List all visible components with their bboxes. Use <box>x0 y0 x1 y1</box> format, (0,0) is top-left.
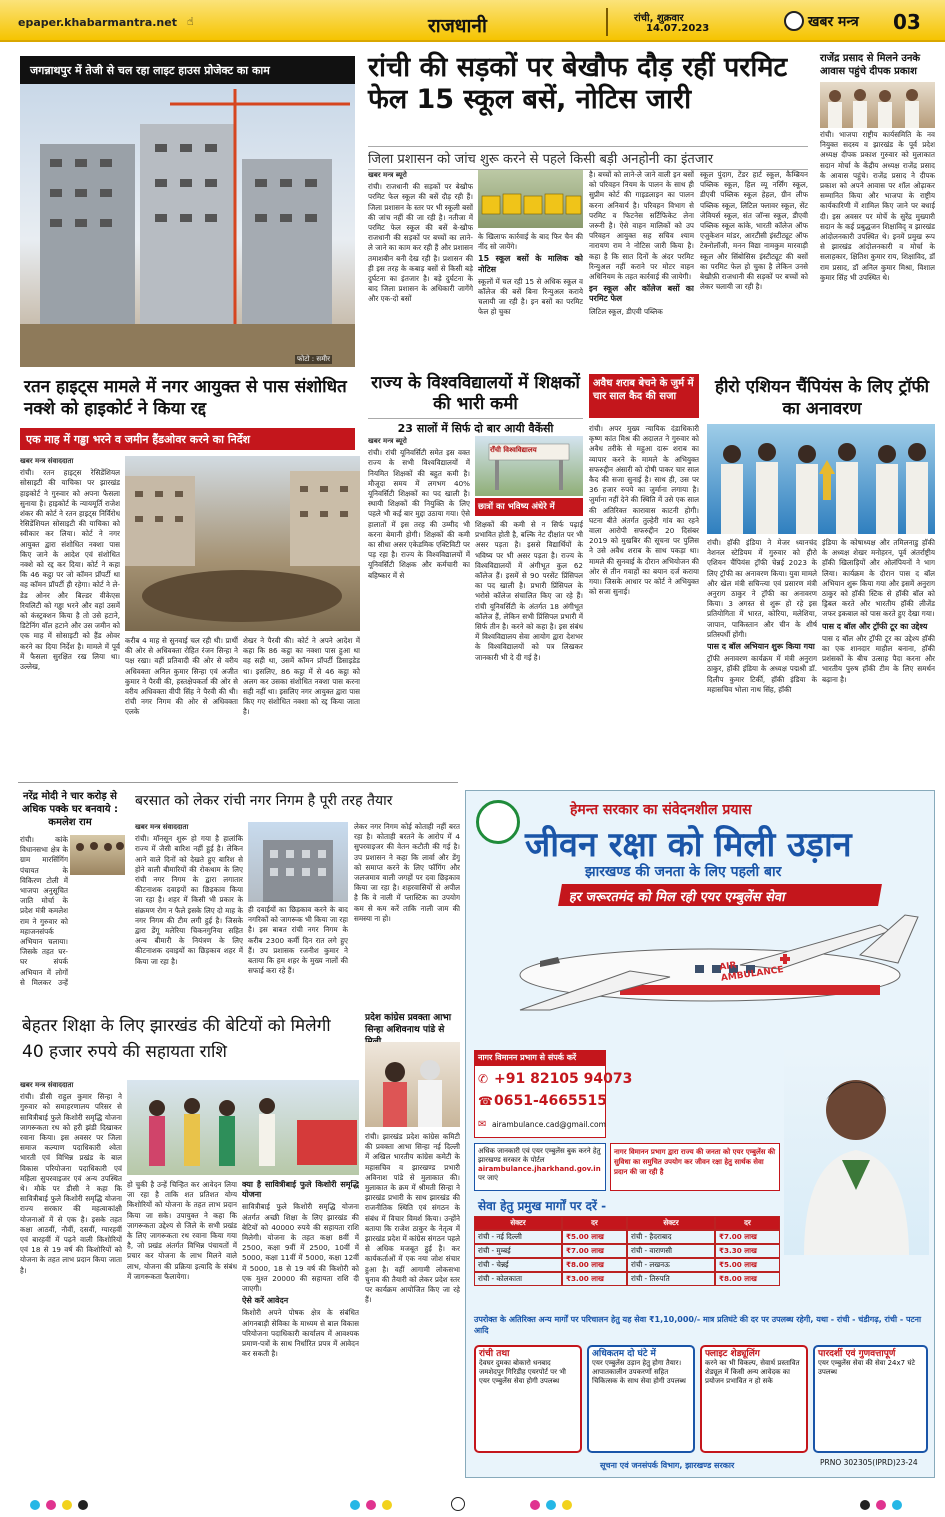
beti-col-3: क्या है सावित्रीबाई फुले किशोरी समृद्धि योजना सावित्रीबाई फुले किशोरी समृद्धि योजना अंतर्गत अच्छी शिक्षा के लिए झारखंड की बेटियों को 40000 रुपये की सहायता राशि मिलेगी। योजना के तहत कक्षा 8वीं में 2500, कक्षा 9वीं में 2500, 10वीं में 5000, कक्षा 11वीं में 5000, कक्षा 12वीं में 5000, 18 से 19 वर्ष की किशोरी को एक मुश्त 20000 की सहायता राशि दी जाएगी। ऐसे करें आवेदन किशोरी अपने पोषक क्षेत्र के संबंधित आंगनबाड़ी सेविका के माध्यम से बाल विकास परियोजना पदाधिकारी कार्यालय में आवश्यक प्रमाण-पत्रों के साथ निर्धारित प्रपत्र में आवेदन कर सकती है। <box>242 1180 359 1359</box>
congress-photo <box>365 1042 460 1127</box>
hero-col-2: इंडिया के कोषाध्यक्ष और तमिलनाडु हॉकी के अध्यक्ष शेखर मनोहरन, पूर्व अंतर्राष्ट्रीय हॉकी खिलाड़ियों और ओलंपियनों ने भाग लिया। कार्यक्रम के दौरान पास द बॉल अभियान शुरू किया गया और इसमें अनुराग ठाकुर को हॉकी स्टिक से हॉकी बॉल को ड्रिबल करते और भारतीय हॉकी लीजेंड जफर इकबाल को पास करते हुए देखा गया। पास द बॉल और ट्रॉफी टूर का उद्देश्य पास द बॉल और ट्रॉफी टूर का उद्देश्य हॉकी का एक शानदार माहौल बनाना, हॉकी प्रशंसकों के बीच उत्साह पैदा करना और भारतीय पुरुष हॉकी टीम के लिए समर्थन बढ़ाना है। <box>822 538 935 684</box>
univ-sign: राँची विश्वविद्यालय <box>490 446 537 454</box>
hero-photo <box>707 424 935 534</box>
registration-crosshair-icon <box>451 1497 465 1511</box>
route-cell: रांची - लखनऊ <box>627 1258 715 1272</box>
phone-2[interactable]: 0651-4665515 <box>494 1093 607 1109</box>
reg-dot-yellow <box>62 1500 72 1510</box>
route-cell: रांची - वाराणसी <box>627 1244 715 1258</box>
beti-headline: बेहतर शिक्षा के लिए झारखंड की बेटियों को मिलेगी 40 हजार रुपये की सहायता राशि <box>22 1016 331 1062</box>
table-row <box>474 1244 780 1258</box>
ratan-headline: रतन हाइट्स मामले में नगर आयुक्त से पास संशोधित नक्शे को हाइकोर्ट ने किया रद्द <box>24 377 347 419</box>
buses-subhead-list: इन स्कूल और कॉलेज बसों का परमिट फेल <box>589 284 694 304</box>
buses-subhead: जिला प्रशासन को जांच शुरू करने से पहले किसी बड़ी अनहोनी का इंतजार <box>368 146 808 170</box>
building-illustration <box>20 84 355 367</box>
rates-col-sector-2: सेक्टर <box>627 1216 715 1230</box>
rate-cell: ₹7.00 लाख <box>562 1244 627 1258</box>
rate-cell: ₹8.00 लाख <box>562 1258 627 1272</box>
reg-dot-magenta <box>46 1500 56 1510</box>
congress-body: रांची। झारखंड प्रदेश कांग्रेस कमिटी की प्रवक्ता आभा सिन्हा नई दिल्ली में अखिल भारतीय कांग्रेस कमेटी के महासचिव व झारखण्ड प्रभारी अविनाश पांडे से मुलाकात की। मुलाकात के क्रम में श्रीमती सिन्हा ने झारखंड प्रभारी के साथ झारखंड की राजनीतिक स्थिति एवं संगठन के संबंध में विचार विमर्श किया। उन्होंने बताया कि राजेश ठाकुर के नेतृत्व में झारखंड प्रदेश में कांग्रेस संगठन पहले से अधिक मजबूत हुई है। कर कार्यकर्ताओं में एक नया जोश संचार हुआ है। वहीं आगामी लोकसभा चुनाव की तैयारी को लेकर प्रदेश स्तर पर कार्यक्रम आयोजित किए जा रहे हैं। <box>365 1132 460 1305</box>
rate-cell: ₹5.00 लाख <box>715 1258 780 1272</box>
ratan-col-3: शेखर ने पैरवी की। कोर्ट ने अपने आदेश में कहा कि 86 कट्ठा का नक्शा पास हुआ था वह सही था, उसमें कॉमन प्रॉपर्टी डिसाइडेड था। इसलिए, 86 कट्ठा में से 46 कट्ठा को अलग कर उसका संशोधित नक्शा पास करना सही नहीं था। इसलिए नगर आयुक्त द्वारा पास किए गए संशोधित नक्शा को रद्द किया जाता है। <box>243 636 360 717</box>
table-row <box>474 1272 780 1286</box>
deepak-body: रांची। भाजपा राष्ट्रीय कार्यसमिति के नव नियुक्त सदस्य व झारखंड के पूर्व प्रदेश अध्यक्ष दीपक प्रकाश गुरुवार को मुलाकात सदान मोर्चा के केंद्रीय अध्यक्ष राजेंद्र प्रसाद के आवास पहुंचे। राजेंद्र प्रसाद ने दीपक प्रकाश को अपने आवास पर शॉल ओढ़ाकर सम्मानित किया और भाजपा के राष्ट्रीय कार्यकारिणी में शामिल किए जाने पर बधाई दी। इस अवसर पर मोर्चे के सुरेंद्र मुख्यारी सदान के कई प्रबुद्धजन शिक्षाविद् व झारखंड आंदोलनकारी उपस्थित थे। इनमें प्रमुख रूप से झारखंड आंदोलनकारी व मोर्चा के सलाहकार, क्षितिश कुमार राय, शिक्षाविद, डॉ राम प्रसाद, डॉ अनिल कुमार मिश्रा, विशाल कुमार सिंह भी उपस्थित थे। <box>820 130 935 282</box>
liquor-headline: अवैध शराब बेचने के जुर्म में चार साल कैद की सजा <box>589 374 699 418</box>
brand-logo-icon <box>784 11 804 31</box>
beti-subhead-1: क्या है सावित्रीबाई फुले किशोरी समृद्धि योजना <box>242 1180 359 1200</box>
buses-col-2: के खिलाफ कार्रवाई के बाद फिर चैन की नींद सो जायेंगे। 15 स्कूल बसों के मालिक को नोटिस स्कूलों में चल रही 15 से अधिक स्कूल व कॉलेज की बसें बिना रिन्युअल कराये चलायी जा रही है। इन बसों का परमिट फेल हो चुका <box>478 232 583 317</box>
info-box-two-hours <box>587 1345 695 1453</box>
lighthouse-photo <box>20 84 355 367</box>
buses-subhead-notice: 15 स्कूल बसों के मालिक को नोटिस <box>478 254 583 274</box>
univ-subhead: 23 सालों में सिर्फ दो बार आयी वैकेंसी <box>368 418 583 436</box>
beti-col-1: खबर मन्त्र संवाददाता रांची। डीसी राहुल कुमार सिन्हा ने गुरुवार को समाहरणालय परिसर से सावित्रीबाई फुले किशोरी समृद्धि योजना जागरूकता रथ को हरी झंडी दिखाकर रवाना किया। इस अवसर पर जिला समाज कल्याण पदाधिकारी श्वेता भारती एवं विभिन्न प्रखंड के बाल विकास परियोजना पदाधिकारी एवं महिला सुपरवाइजर एवं अन्य उपस्थित थे। मौके पर डीसी ने कहा कि सावित्रीबाई फुले किशोरी समृद्धि योजना राज्य सरकार की महत्वाकांक्षी योजनाओं में से एक है। इसके तहत कक्षा आठवीं, नौवीं, दसवीं, ग्यारहवीं एवं बारहवीं में पढ़ने वाली किशोरियों एवं 18 से 19 वर्ष की किशोरियों को योजना के तहत लाभ प्रदान किया जाता है। <box>20 1081 122 1275</box>
univ-strip: छात्रों का भविष्य अंधेरे में <box>475 498 583 516</box>
jharkhand-emblem-icon <box>476 800 520 844</box>
hero-col-1: रांची। हॉकी इंडिया ने मेजर ध्यानचंद नेशनल स्टेडियम में गुरुवार को हीरो एशियन चैंपियंस ट्रॉफी चेन्नई 2023 के लिए ट्रॉफी का अनावरण किया। युवा मामले और खेल मंत्री सचिन्त्या एवं प्रसारण मंत्री अनुराग ठाकुर ने ट्रॉफी का अनावरण किया। 3 अगस्त से शुरू हो रहे इस प्रतियोगिता में भारत, कोरिया, मलेशिया, जापान, पाकिस्तान और चीन के शीर्ष प्रतिस्पर्धी होंगी। पास द बॉल अभियान शुरू किया गया ट्रॉफी अनावरण कार्यक्रम में मंत्री अनुराग ठाकुर, हॉकी इंडिया के अध्यक्ष पद्मश्री डॉ. दिलीप कुमार टिर्की, हॉकी इंडिया के महासचिव भोला नाथ सिंह, हॉकी <box>707 538 817 694</box>
rates-col-sector-1: सेक्टर <box>474 1216 562 1230</box>
univ-photo <box>475 436 583 496</box>
reg-dot-cyan <box>350 1500 360 1510</box>
fine-print: उपरोक्त के अतिरिक्त अन्य मार्गों पर परिचालन हेतु यह सेवा ₹1,10,000/- मात्र प्रतिघंटे की दर पर उपलब्ध रहेगी, यथा - रांची - चंडीगढ़, रांची - पटना आदि <box>474 1315 922 1335</box>
mail-icon: ✉ <box>478 1119 487 1130</box>
box-body: करने का भी विकल्प, सेवार्थ प्रस्तावित शेड्यूल में किसी अन्य आवेदक का प्रयोजन प्रभावित न हो सके <box>705 1359 800 1385</box>
route-cell: रांची - हैदराबाद <box>627 1230 715 1244</box>
box-title: फ्लाइट शेड्यूलिंग <box>705 1349 760 1359</box>
ratan-col-1: खबर मन्त्र संवाददाता रांची। रतन हाइट्स रेसिडेंशियल सोसाइटी की याचिका पर झारखंड हाइकोर्ट ने गुरुवार को अपना फैसला सुनाया है। हाइकोर्ट के न्यायमूर्ति राजेश शंकर की कोर्ट ने रतन हाइट्स निर्विरोध रेसिडेंशियल सोसाइटी की याचिका को स्वीकार कर लिया। कोर्ट ने नगर आयुक्त द्वारा संशोधित नक्शा पास किए जाने के आदेश एवं संशोधित नक्शे को रद्द कर दिया। कोर्ट ने कहा कि 46 कट्ठा पर जो कॉमन प्रॉपर्टी था वह कॉमन प्रॉपर्टी ही रहेगा। कोर्ट ने ले-डेड ओनर और बिल्डर वीकेएस रियलिटी को गड्ढा भरने और वहां उसमें को कंस्ट्रक्शन किया है तो उसे हटाने, डिटेनिंग वॉल हटाने और उस जमीन को एक माह में सोसाइटी को हैंड ओवर करने का दिया निर्देश है। मामले में पूर्व में फैसला सुरक्षित रख लिया था। उल्लेख, <box>20 457 120 672</box>
box-body: देवघर दुमका बोकारो धनबाद जमशेदपुर गिरिडीह एयरपोर्ट पर भी एयर एम्बुलेंस सेवा होगी उपलब्ध <box>479 1359 566 1385</box>
reg-dot-cyan <box>30 1500 40 1510</box>
reg-dot-black <box>78 1500 88 1510</box>
rates-table <box>474 1216 780 1286</box>
ad-top-line: हेमन्त सरकार का संवेदनशील प्रयास <box>570 802 752 818</box>
deepak-photo <box>820 82 935 128</box>
univ-headline: राज्य के विश्वविद्यालयों में शिक्षकों की भारी कमी <box>371 373 580 414</box>
reg-dot-magenta <box>876 1500 886 1510</box>
info-box-transparent <box>813 1345 928 1453</box>
nagar-col-3: लेकर नगर निगम कोई कोताही नहीं बरत रहा है। कोताही बरतने के आरोप में 4 सुपरवाइजर की वेतन कटौती की गई है। उप प्रशासन ने कहा कि लार्वा और डेंगू को समाप्त करने के लिए फॉगिंग और जलजमाव वाली जगहों पर दवा छिड़काव किया जा रहा है। शहरवासियों से अपील है कि वे नाली में प्लास्टिक का उपयोग कम से कम करें ताकि नाली जाम की समस्या ना हो। <box>354 822 460 923</box>
box-title: अधिकतम दो घंटे में <box>592 1349 656 1359</box>
beti-col-2: हो चुकी है उन्हें चिन्हित कर आवेदन लिया जा रहा है ताकि शत प्रतिशत योग्य किशोरियों को योजना के तहत लाभ प्रदान किया जा सके। उपायुक्त ने कहा कि जागरूकता उद्देश्य से जिले के सभी प्रखंड के लिए जागरूकता रथ रवाना किया गया है, जो प्रखंड अंतर्गत विभिन्न पंचायतों में प्रचार कर योजना के लाभ मिलने वाले लाभ, योजना की प्रक्रिया इत्यादि के संबंध में जागरूकता फैलायेगा। <box>127 1180 237 1281</box>
reg-dot-magenta <box>530 1500 540 1510</box>
lighthouse-caption: जगन्नाथपुर में तेजी से चल रहा लाइट हाउस प्रोजेक्ट का काम <box>30 64 270 77</box>
plane-text: AIR AMBULANCE <box>718 960 785 984</box>
nagar-col-2: ही दवाईयों का छिड़काव करने के बाद नगरिकों को जागरूक भी किया जा रहा है। इस बाबत रांची नगर निगम के करीब 2300 कर्मी दिन रात लगे हुए हैं। उप प्रशासक रजनीश कुमार ने बताया कि हम शहर के मुख्य नालों की सफाई करा रहे हैं। <box>248 905 348 976</box>
contact-email[interactable]: airambulance.cad@gmail.com <box>492 1120 606 1129</box>
ratan-photo <box>125 456 360 631</box>
ratan-strip: एक माह में गड्ढा भरने व जमीन हैंडओवर करने का निर्देश <box>20 428 355 450</box>
liquor-body: रांची। अपर मुख्य न्यायिक दंडाधिकारी कृष्ण कांत मिश्र की अदालत ने गुरुवार को अवैध तरीके से महुआ दारू शराब का व्यापार करने के मामले के अभियुक्त सफरुद्दीन अंसारी को दोषी पाकर चार साल कैद की सजा सुनाई है। साथ ही, उस पर 36 हजार रुपये का जुर्माना लगाया है। जुर्माना नहीं देने की स्थिति में उसे एक साल की अतिरिक्त कारावास काटनी होगी। घटना बीते अंतर्गत तुल्हेरी गांव का रहने वाला आरोपी सफरुद्दीन 20 दिसंबर 2019 को मुखबिर की सूचना पर पुलिस ने उसे अवैध शराब के साथ पकड़ा था। मामले की सुनवाई के दौरान अभियोजन की ओर से तीन गवाहों का बयान दर्ज कराया गया। जिसके आधार पर कोर्ट ने अभियुक्त को सजा सुनाई। <box>589 424 699 597</box>
right-note: नागर विमानन प्रभाग द्वारा राज्य की जनता को एयर एम्बुलेंस की सुविधा का समुचित उपयोग कर जीवन रक्षा हेतु सार्थक सेवा प्रदान की जा रही है <box>610 1143 780 1191</box>
rate-cell: ₹3.30 लाख <box>715 1244 780 1258</box>
route-cell: रांची - तिरुपति <box>627 1272 715 1286</box>
info-box-airports <box>474 1345 582 1453</box>
buses-photo <box>478 170 583 228</box>
hero-subhead-1: पास द बॉल अभियान शुरू किया गया <box>707 642 815 652</box>
separator-mid <box>18 782 458 783</box>
portal-tail: पर जाएं <box>478 1174 498 1182</box>
modi-photo <box>70 835 125 875</box>
table-row <box>474 1230 780 1244</box>
reg-dot-magenta <box>366 1500 376 1510</box>
cursor-icon: ☝ <box>187 15 194 28</box>
beti-subhead-2: ऐसे करें आवेदन <box>242 1296 289 1306</box>
portal-text: अधिक जानकारी एवं एयर एम्बुलेंस बुक करने हेतु झारखण्ड सरकार के पोर्टल <box>478 1147 601 1164</box>
rate-cell: ₹7.00 लाख <box>715 1230 780 1244</box>
route-cell: रांची - कोलकाता <box>474 1272 562 1286</box>
box-title: पारदर्शी एवं गुणवत्तापूर्ण <box>818 1349 896 1359</box>
phone-1[interactable]: +91 82105 94073 <box>494 1071 633 1087</box>
phone-icon: ✆ <box>478 1072 489 1086</box>
ratan-col-2: करीब 4 माह से सुनवाई चल रही थी। प्रार्थी की ओर से अधिवक्ता रोहित रंजन सिन्हा ने पक्ष रखा। वहीं प्रतिवादी की ओर से वरीय अधिवक्ता अनिल कुमार सिन्हा एवं अजीत कुमार ने पैरवी की, हस्तक्षेपकर्ता की ओर से वरीय अधिवक्ता वीपी सिंह ने पैरवी की थी। रांची नगर निगम की ओर से अधिवक्ता एलके <box>125 636 238 717</box>
univ-col-2: शिक्षकों की कमी से न सिर्फ पढ़ाई प्रभावित होती है, बल्कि नेट दीक्षांत पर भी असर पड़ता है। इससे विद्यार्थियों के भविष्य पर भी असर पड़ता है। राज्य के विश्वविद्यालयों में अंगीभूत कुल 62 कॉलेज हैं। इसमें से 90 परसेंट प्रिंसिपल का पद खाली है। प्रभारी प्रिंसिपल के भरोसे कॉलेज संचालित किए जा रहे हैं। रांची यूनिवर्सिटी के अंतर्गत 18 अंगीभूत कॉलेज हैं, लेकिन सभी प्रिंसिपल प्रभारी में सिर्फ तीन है। करने को कहा है। इस संबंध में विश्वविद्यालय सेवा आयोग द्वारा देशभर के विश्वविद्यालयों को पत्र लिखकर जानकारी भी दे दी गई है। <box>475 520 583 662</box>
rates-col-rate-1: दर <box>562 1216 627 1230</box>
ad-prno: PRNO 302305(IPRD)23-24 <box>820 1458 918 1467</box>
site-url[interactable]: epaper.khabarmantra.net <box>18 16 177 29</box>
buses-headline: रांची की सड़कों पर बेखौफ दौड़ रहीं परमिट फेल 15 स्कूल बसें, नोटिस जारी <box>368 52 788 115</box>
route-cell: रांची - नई दिल्ली <box>474 1230 562 1244</box>
nagar-photo <box>248 822 348 902</box>
box-body: एयर एम्बुलेंस उड़ान हेतु होगा तैयार। आपातकालीन उपकरणों सहित चिकित्सक के साथ सेवा होगी उपलब्ध <box>592 1359 686 1385</box>
nagar-col-1: खबर मन्त्र संवाददाता रांची। मॉनसून शुरू हो गया है हालांकि राज्य में जैसी बारिश नहीं हुई है। लेकिन आने वाले दिनों को देखते हुए बारिश से होने वाली बीमारियों की रोकथाम के लिए रांची नगर निगम के द्वारा लगातार कीटनाशक दवाइयों का छिड़काव किया जा रहा है। शहर में किसी भी प्रकार के संक्रमण रोग न फैले इसके लिए दो माह के नगर निगम की टीम लगी हुई है। जिसके द्वारा डेंगू मलेरिया चिकनगुनिया सहित अन्य बीमारी के नियंत्रण के लिए कीटनाशक दवाइयों का छिड़काव शहर में किया जा रहा है। <box>135 823 243 966</box>
photo-credit: फोटो : समीर <box>297 355 330 363</box>
ad-banner: हर जरूरतमंद को मिल रही एयर एम्बुलेंस सेवा <box>558 884 882 906</box>
page-number: 03 <box>893 10 921 34</box>
box-body: एयर एम्बुलेंस सेवा की सेवा 24x7 घंटे उपलब्ध <box>818 1359 915 1376</box>
reg-dot-cyan <box>892 1500 902 1510</box>
buses-col-3: है। बच्चों को लाने-ले जाने वाली इन बसों को परिवहन नियम के पालन के साथ ही सुप्रीम कोर्ट की गाइडलाइन का पालन करना अनिवार्य है। परिवहन विभाग से परमिट व फिटनेस सर्टिफिकेट लेना जरूरी है। ऐसे वाहन मालिकों को उप परिवहन आयुक्त सह सचिव श्याम नारायण राम ने नोटिस जारी किया है। कहा है कि सात दिनों के अंदर परमिट रिन्युअल नहीं कराने पर मोटर वाहन अधिनियम के तहत कार्रवाई की जायेगी। इन स्कूल और कॉलेज बसों का परमिट फेल लिटिल स्कूल, डीएवी पब्लिक <box>589 170 694 316</box>
rates-head: सेवा हेतु प्रमुख मार्गों पर दरें - <box>478 1199 607 1213</box>
buses-col-1: खबर मन्त्र ब्यूरो रांची। राजधानी की सड़कों पर बेखौफ परमिट फेल स्कूल की बसें दौड़ रही हैं। जिला प्रशासन के स्तर पर भी स्कूली बसों की जांच नहीं की जा रही है। नतीजा में परमिट फेल स्कूल की बसें बे-खौफ राजधानी की सड़कों पर बच्चों का लाने-ले जाने का काम कर रही हैं और प्रशासन तमाशबीन बनी देख रही है। प्रशासन की ही इस तरह के कबाड़ बसों से किसी बड़े दुर्घटना का इंतजार है। बड़े दुर्घटना के बाद जिला प्रशासन के अधिकारी जागेंगे और एक-दो बसों <box>368 171 473 304</box>
reg-dot-yellow <box>562 1500 572 1510</box>
rate-cell: ₹5.00 लाख <box>562 1230 627 1244</box>
cm-photo <box>784 1050 929 1255</box>
header-divider <box>606 8 608 36</box>
brand-name: खबर मन्त्र <box>808 14 859 30</box>
place-day: रांची, शुक्रवार <box>634 13 684 24</box>
portal-url[interactable]: airambulance.jharkhand.gov.in <box>478 1165 601 1173</box>
rate-cell: ₹8.00 लाख <box>715 1272 780 1286</box>
deepak-headline: राजेंद्र प्रसाद से मिलने उनके आवास पहुंचे दीपक प्रकाश <box>820 53 921 77</box>
reg-dot-cyan <box>546 1500 556 1510</box>
issue-date: 14.07.2023 <box>646 23 710 34</box>
telephone-icon: ☎ <box>478 1094 493 1108</box>
beti-photo <box>127 1080 359 1175</box>
ad-footer: सूचना एवं जनसंपर्क विभाग, झारखण्ड सरकार <box>600 1461 735 1470</box>
ad-title: जीवन रक्षा को मिली उड़ान <box>525 825 852 865</box>
table-row <box>474 1258 780 1272</box>
hero-headline: हीरो एशियन चैंपियंस के लिए ट्रॉफी का अनावरण <box>714 377 930 419</box>
reg-dot-yellow <box>382 1500 392 1510</box>
ad-sub: झारखण्ड की जनता के लिए पहली बार <box>585 864 782 880</box>
air-ambulance-plane <box>480 905 925 1045</box>
congress-headline: प्रदेश कांग्रेस प्रवक्ता आभा सिन्हा अशिवनाथ पांडे से <box>365 1013 452 1035</box>
info-box-scheduling <box>700 1345 808 1453</box>
box-title: रांची तथा <box>479 1349 510 1359</box>
section-title: राजधानी <box>428 15 487 37</box>
contact-head: नागर विमानन प्रभाग से संपर्क करें <box>474 1050 606 1066</box>
buses-col-4: स्कूल पुंदाग, टेंडर हार्ट स्कूल, कैम्ब्रियन पब्लिक स्कूल, हिल व्यू नर्सिंग स्कूल, डीएवी पब्लिक स्कूल हेहल, ग्रीन लीफ पब्लिक स्कूल, लिटिल फ्लावर स्कूल, सेंट जेवियर्स स्कूल, संत जॉन्स स्कूल, डीएवी पब्लिक स्कूल कांके, भारती कॉलेज ऑफ एजुकेशन मांडर, आरटीसी इंस्टीट्यूट ऑफ टेक्नोलॉजी, मनन विद्या नामकुम मारवाड़ी स्कूल और सिंबोसिस इंस्टीट्यूट की बसों का परमिट फेल हो चुका है लेकिन उनसे बेखौफ़ी राजधानी की सड़कों पर बच्चों को लेकर चलायी जा रही है। <box>700 170 808 292</box>
portal-panel <box>474 1143 606 1191</box>
rate-cell: ₹3.00 लाख <box>562 1272 627 1286</box>
nagar-headline: बरसात को लेकर रांची नगर निगम है पूरी तरह तैयार <box>135 793 393 809</box>
modi-body-1: रांची। कांके विधानसभा क्षेत्र के ग्राम मारसिंगिंग पंचायत के विकिरण टोली में भाजपा अनुसूचित जाति मोर्चा के प्रदेश मंत्री कमलेश राम ने गुरुवार को महाजनसंपर्क अभियान चलाया। जिसके तहत घर-घर संपर्क अभियान में लोगों से मिलकर उन्हें <box>20 835 68 987</box>
reg-dot-black <box>860 1500 870 1510</box>
modi-headline: नरेंद्र मोदी ने चार करोड़ से अधिक पक्के घर बनवाये : कमलेश राम <box>21 791 118 828</box>
hero-subhead-2: पास द बॉल और ट्रॉफी टूर का उद्देश्य <box>822 621 928 631</box>
route-cell: रांची - चेन्नई <box>474 1258 562 1272</box>
route-cell: रांची - मुम्बई <box>474 1244 562 1258</box>
univ-col-1: खबर मन्त्र ब्यूरो रांची। रांची यूनिवर्सिटी समेत इस वक्त राज्य के सभी विश्वविद्यालयों में नियमित शिक्षकों की बहुत कमी है। मौजूदा समय में लगभग 40% यूनिवर्सिटी शिक्षकों का पद खाली है। स्थायी शिक्षकों की नियुक्ति के लिए पहले भी कई बार मुद्दा उठाया गया। ऐसे हालातों में इस तरह की उम्मीद भी करना बेमानी होगी। शिक्षकों की कमी का सीधा असर एकेडमिक एक्टिविटी पर पड़ रहा है। राज्य के विश्वविद्यालयों में यूनिवर्सिटी शिक्षक और कर्मचारी का बहिष्कार में से <box>368 437 470 580</box>
rates-col-rate-2: दर <box>715 1216 780 1230</box>
